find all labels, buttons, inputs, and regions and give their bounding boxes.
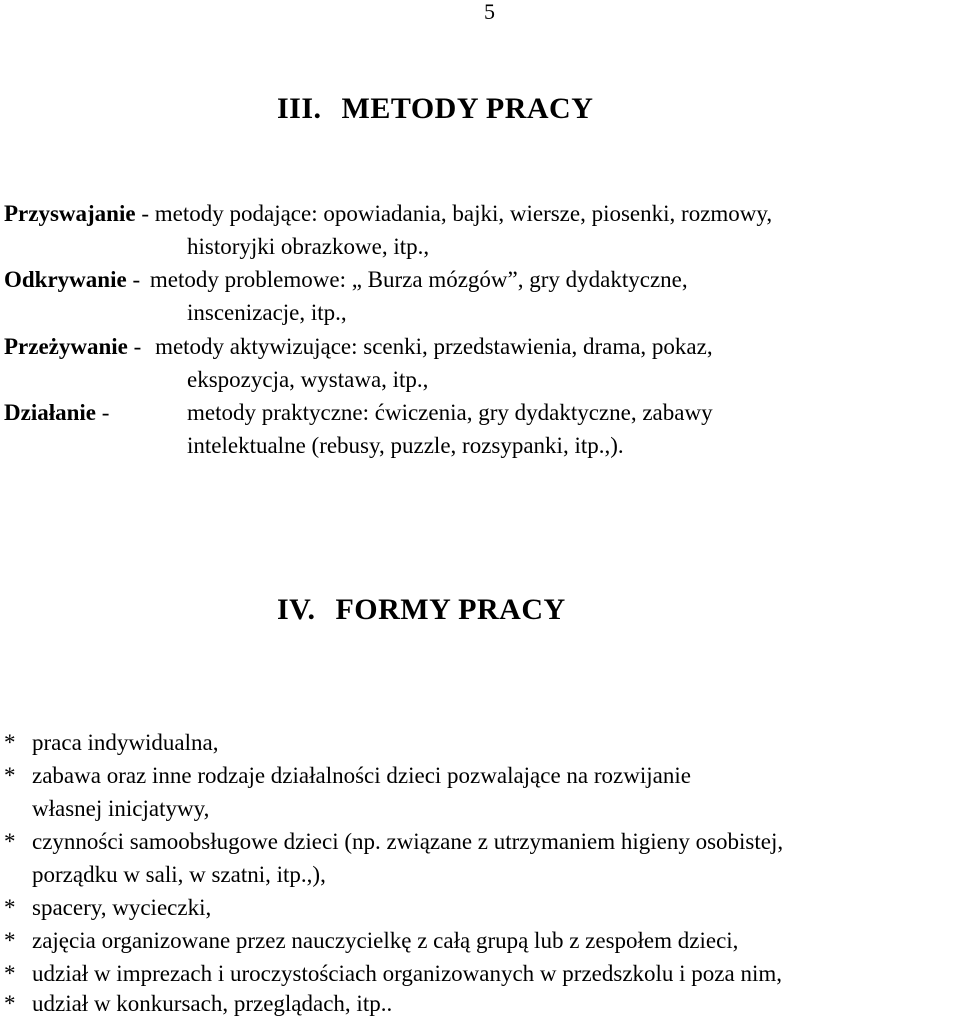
- method-separator: -: [127, 334, 148, 359]
- bullet-marker: *: [4, 895, 16, 920]
- method-desc-line: inscenizacje, itp.,: [187, 300, 347, 325]
- method-desc-line: intelektualne (rebusy, puzzle, rozsypanki, itp.,).: [187, 433, 624, 458]
- list-item: spacery, wycieczki,: [32, 895, 212, 920]
- method-separator: -: [96, 400, 110, 425]
- list-item: udział w konkursach, przeglądach, itp..: [32, 991, 393, 1016]
- page-number: 5: [484, 0, 495, 24]
- section-3-heading: [277, 91, 593, 127]
- method-desc-line: metody podające: opowiadania, bajki, wiersze, piosenki, rozmowy,: [154, 201, 773, 226]
- section-4-number: IV.: [277, 593, 316, 626]
- bullet-marker: *: [4, 961, 16, 986]
- list-item: udział w imprezach i uroczystościach organizowanych w przedszkolu i poza nim,: [32, 961, 783, 986]
- method-term-row: [4, 397, 109, 429]
- list-item: praca indywidualna,: [32, 730, 219, 755]
- method-term: Działanie: [4, 400, 96, 425]
- bullet-marker: *: [4, 730, 16, 755]
- list-item-continuation: porządku w sali, w szatni, itp.,),: [32, 862, 326, 887]
- list-item: zabawa oraz inne rodzaje działalności dzieci pozwalające na rozwijanie: [32, 763, 691, 788]
- bullet-marker: *: [4, 991, 16, 1016]
- method-term-row: [4, 331, 713, 363]
- method-desc-line: ekspozycja, wystawa, itp.,: [187, 367, 429, 392]
- method-term-row: [4, 198, 772, 230]
- method-desc-line: historyjki obrazkowe, itp.,: [187, 234, 430, 259]
- bullet-marker: *: [4, 763, 16, 788]
- method-separator: -: [135, 201, 155, 226]
- section-4-title: FORMY PRACY: [335, 593, 566, 626]
- method-term: Przeżywanie: [4, 334, 128, 359]
- section-3-title: METODY PRACY: [341, 92, 594, 125]
- section-3-number: III.: [277, 92, 322, 125]
- list-item: czynności samoobsługowe dzieci (np. związane z utrzymaniem higieny osobistej,: [32, 829, 784, 854]
- method-term: Przyswajanie: [4, 201, 136, 226]
- list-item: zajęcia organizowane przez nauczycielkę z całą grupą lub z zespołem dzieci,: [32, 928, 739, 953]
- method-separator: -: [126, 267, 146, 292]
- method-desc-line: metody problemowe: „ Burza mózgów”, gry dydaktyczne,: [149, 267, 688, 292]
- method-term-row: [4, 264, 688, 296]
- section-4-heading: [277, 592, 566, 628]
- list-item-continuation: własnej inicjatywy,: [32, 796, 210, 821]
- method-term: Odkrywanie: [4, 267, 127, 292]
- method-desc-line: metody praktyczne: ćwiczenia, gry dydaktyczne, zabawy: [187, 400, 713, 425]
- bullet-marker: *: [4, 829, 16, 854]
- method-desc-line: metody aktywizujące: scenki, przedstawienia, drama, pokaz,: [155, 334, 713, 359]
- bullet-marker: *: [4, 928, 16, 953]
